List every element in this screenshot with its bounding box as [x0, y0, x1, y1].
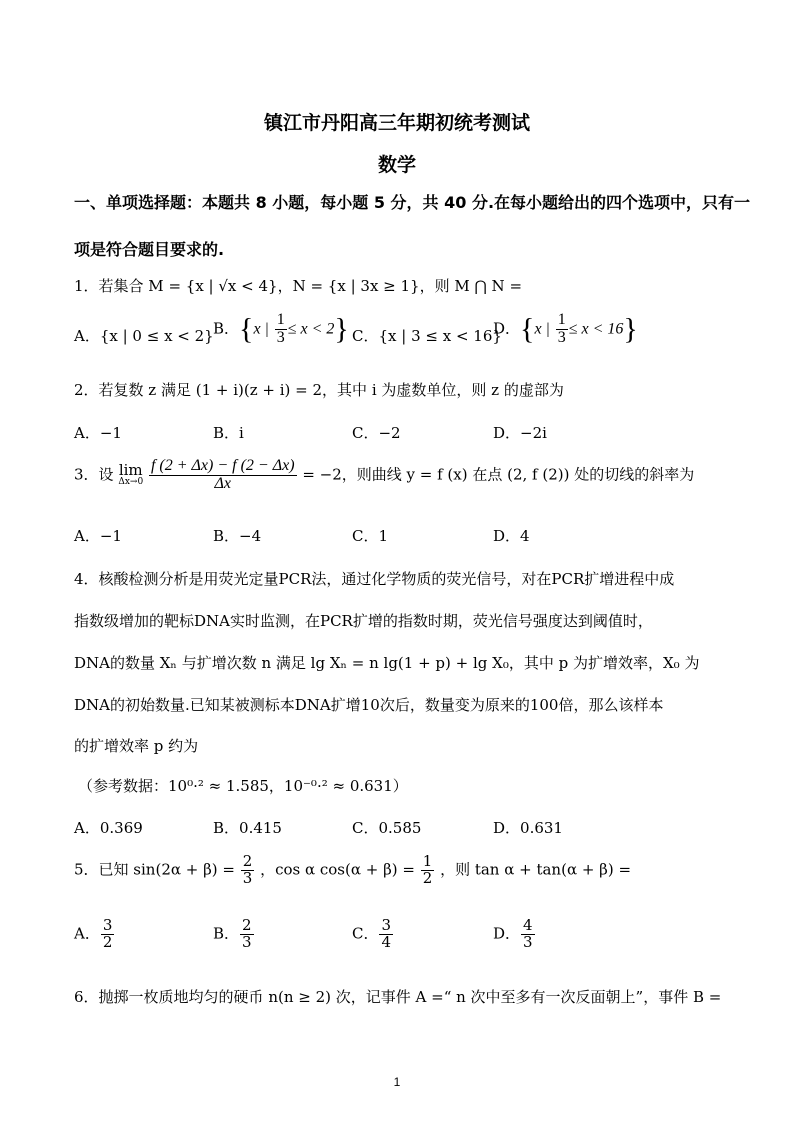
q1-d-den: 3	[557, 328, 566, 346]
q1-stem: 1．若集合 M = {x | √x < 4}，N = {x | 3x ≥ 1}，则 M ⋂ N =	[74, 277, 523, 295]
q5-frac1-num: 2	[242, 852, 253, 870]
q1-option-b: B．{x | $\frac{1}{3}$ ≤ x < 2}	[213, 311, 349, 346]
q3-option-b: B．−4	[213, 527, 262, 545]
q5-option-a-label: A．	[74, 924, 100, 943]
q5-option-d-label: D．	[493, 924, 521, 943]
q5-option-a	[74, 918, 115, 951]
section-heading-cont: 项是符合题目要求的.	[74, 240, 225, 259]
q5-a-num: 3	[102, 916, 113, 934]
q5-d-den: 3	[523, 932, 533, 951]
q5-option-c	[352, 918, 394, 951]
q3-option-a: A．−1	[74, 527, 122, 545]
page-title: 镇江市丹阳高三年期初统考测试	[263, 112, 530, 134]
q1-b-num: 1	[276, 311, 285, 328]
subject-title: 数学	[377, 154, 416, 176]
q3-suffix: = −2，则曲线 y = f (x) 在点 (2, f (2)) 处的切线的斜率为	[302, 465, 695, 484]
q1-option-d-label: D．	[493, 319, 521, 338]
q4-line-1: 4．核酸检测分析是用荧光定量PCR法，通过化学物质的荧光信号，对在PCR扩增进程中成	[74, 570, 675, 588]
q1-b-den: 3	[276, 328, 285, 346]
q2-option-b: B．i	[213, 424, 244, 442]
q3-option-c: C．1	[352, 527, 389, 545]
q5-suffix: ，则 tan α + tan(α + β) =	[440, 860, 632, 879]
q1-option-b-label: B．	[213, 319, 240, 338]
q1-d-num: 1	[557, 311, 566, 328]
q5-option-c-label: C．	[352, 924, 379, 943]
q5-b-num: 2	[242, 916, 252, 934]
q3-stem	[74, 458, 694, 493]
section-heading: 一、单项选择题：本题共 8 小题，每小题 5 分，共 40 分.在每小题给出的四个选项中，只有一	[74, 193, 751, 212]
q5-stem	[74, 854, 631, 887]
q4-line-3: DNA的数量 Xₙ 与扩增次数 n 满足 lg Xₙ = n lg(1 + p) + lg X₀，其中 p 为扩增效率，X₀ 为	[74, 654, 700, 672]
q6-stem: 6．抛掷一枚质地均匀的硬币 n(n ≥ 2) 次，记事件 A =“ n 次中至多有一次反面朝上”，事件 B =	[74, 988, 722, 1006]
q4-option-c: C．0.585	[352, 819, 422, 837]
q5-option-b-label: B．	[213, 924, 240, 943]
q5-a-den: 2	[102, 932, 113, 951]
q3-prefix: 3．设	[74, 465, 114, 484]
q3-lim: lim	[118, 461, 143, 480]
q5-frac2-den: 2	[422, 868, 433, 887]
q5-middle: ，cos α cos(α + β) =	[260, 860, 415, 879]
q4-reference-data: （参考数据：10⁰·² ≈ 1.585，10⁻⁰·² ≈ 0.631）	[78, 777, 408, 795]
q3-option-d: D．4	[493, 527, 530, 545]
q1-option-a: A．{x | 0 ≤ x < 2}	[74, 327, 214, 345]
q5-option-d	[493, 918, 536, 951]
q2-stem: 2．若复数 z 满足 (1 + i)(z + i) = 2，其中 i 为虚数单位，则 z 的虚部为	[74, 381, 564, 399]
q4-option-b: B．0.415	[213, 819, 282, 837]
q5-d-num: 4	[523, 916, 533, 934]
q1-option-d: D．{x | $\frac{1}{3}$ ≤ x < 16}	[493, 311, 638, 346]
q5-c-den: 4	[381, 932, 392, 951]
q4-option-a: A．0.369	[74, 819, 143, 837]
q5-frac2-num: 1	[422, 852, 433, 870]
page-number: 1	[393, 1075, 401, 1089]
q3-denominator: Δx	[214, 474, 231, 492]
q3-numerator: f (2 + Δx) − f (2 − Δx)	[150, 457, 295, 474]
q4-option-d: D．0.631	[493, 819, 563, 837]
q4-line-5: 的扩增效率 p 约为	[74, 737, 199, 755]
q5-c-num: 3	[381, 916, 392, 934]
q5-frac1-den: 3	[242, 868, 253, 887]
q4-line-4: DNA的初始数量.已知某被测标本DNA扩增10次后，数量变为原来的100倍，那么该样本	[74, 696, 664, 714]
q2-option-d: D．−2i	[493, 424, 547, 442]
q5-prefix: 5．已知 sin(2α + β) =	[74, 860, 235, 879]
q4-line-2: 指数级增加的靶标DNA实时监测，在PCR扩增的指数时期，荧光信号强度达到阈值时，	[74, 612, 653, 630]
q1-option-c: C．{x | 3 ≤ x < 16}	[352, 327, 502, 345]
q2-option-a: A．−1	[74, 424, 122, 442]
q5-b-den: 3	[242, 932, 252, 951]
q3-lim-sub: Δx→0	[118, 477, 144, 488]
q5-option-b	[213, 918, 255, 951]
q2-option-c: C．−2	[352, 424, 401, 442]
